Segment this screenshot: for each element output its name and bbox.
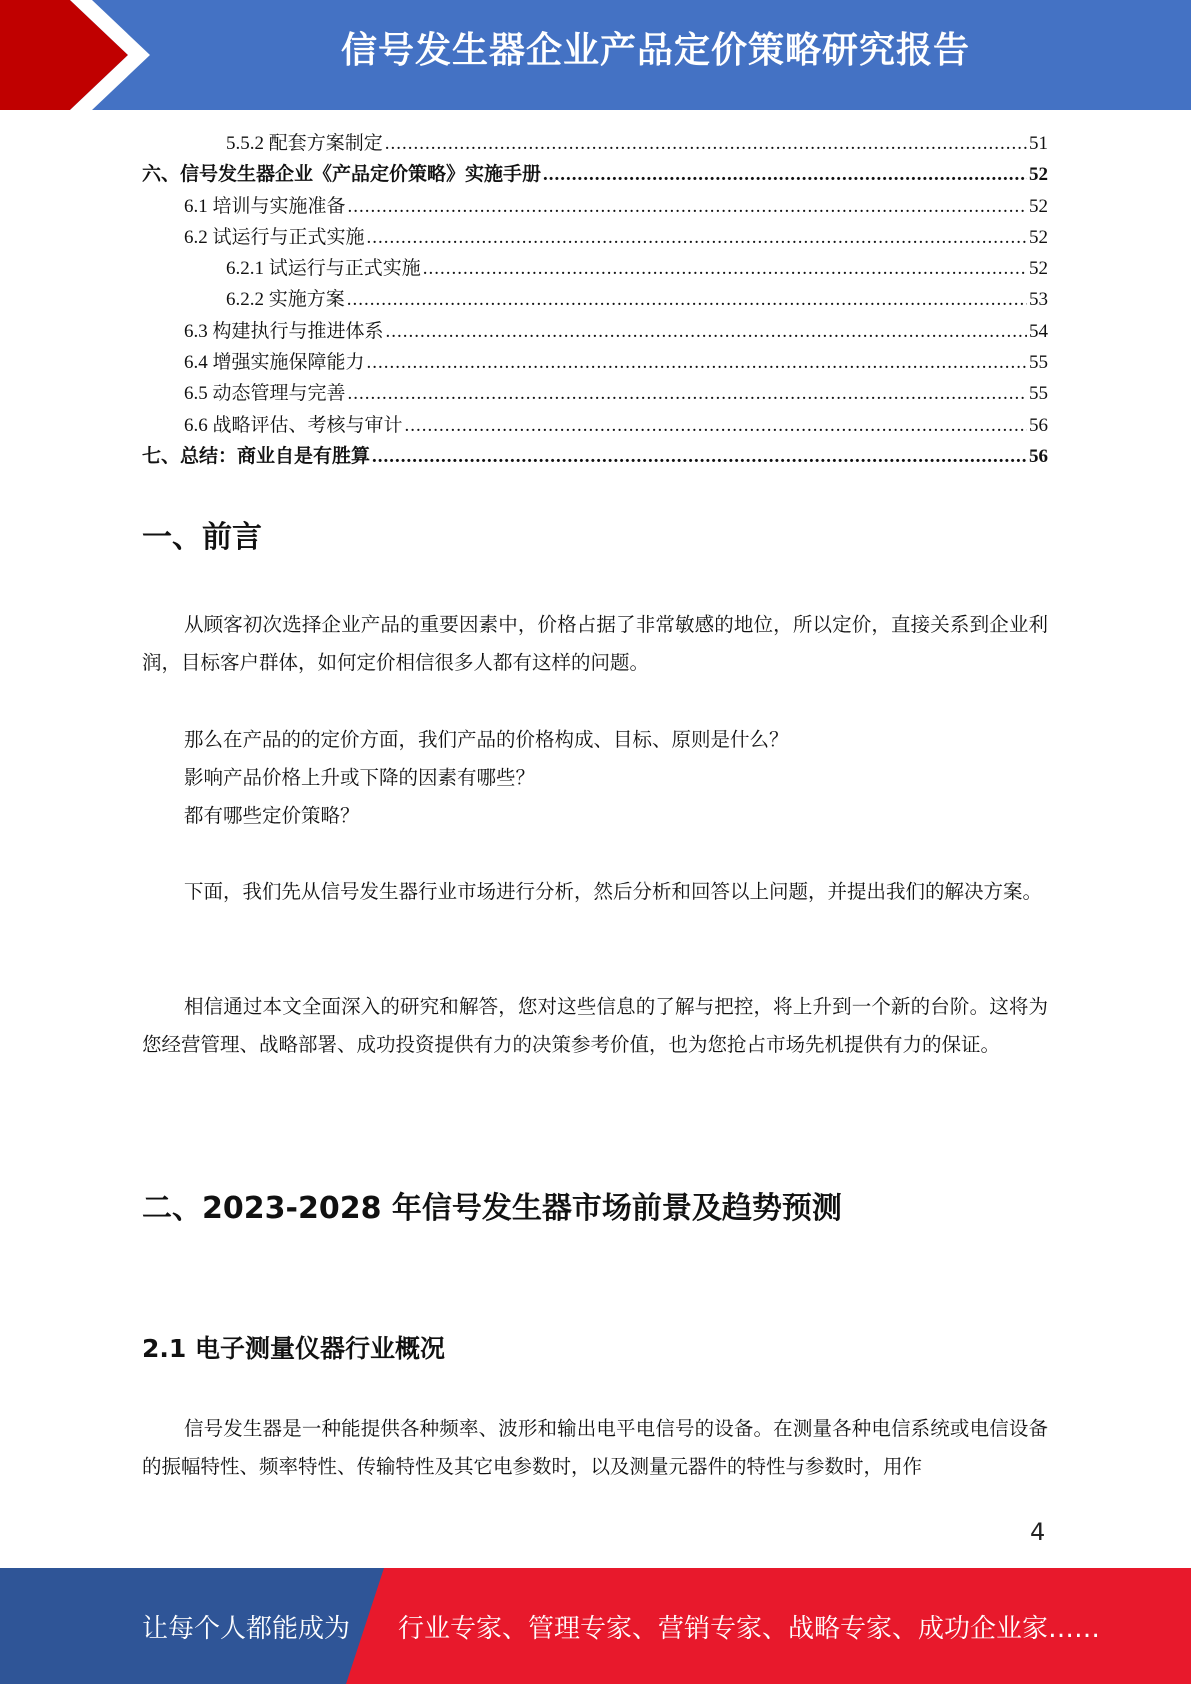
toc-entry[interactable]: [142, 347, 1048, 378]
toc-entry-label: 5.5.2 配套方案制定: [226, 133, 383, 154]
industry-paragraph-1: 信号发生器是一种能提供各种频率、波形和输出电平电信号的设备。在测量各种电信系统或电信设备的振幅特性、频率特性、传输特性及其它电参数时，以及测量元器件的特性与参数时，用作: [142, 1419, 1048, 1478]
toc-dot-leader: [405, 410, 1027, 441]
toc-entry-page: 52: [1029, 195, 1048, 217]
toc-entry[interactable]: [142, 378, 1048, 409]
toc-entry[interactable]: [142, 128, 1048, 159]
preface-paragraph-1: 从顾客初次选择企业产品的重要因素中，价格占据了非常敏感的地位，所以定价，直接关系到企业利润，目标客户群体，如何定价相信很多人都有这样的问题。: [142, 615, 1048, 674]
header-banner: [0, 0, 1191, 110]
toc-entry[interactable]: [142, 441, 1048, 472]
footer-slogan-right: 行业专家、管理专家、营销专家、战略专家、成功企业家……: [398, 1614, 1101, 1644]
toc-dot-leader: [367, 347, 1027, 378]
toc-entry[interactable]: [142, 253, 1048, 284]
toc-entry-page: 52: [1029, 226, 1048, 248]
toc-entry-label: 6.1 培训与实施准备: [184, 195, 346, 217]
section-heading-preface: 一、前言: [142, 520, 262, 555]
toc-entry-label: 6.2.2 实施方案: [226, 289, 345, 311]
question-line-2: 影响产品价格上升或下降的因素有哪些？: [184, 768, 536, 789]
toc-entry-page: 55: [1029, 352, 1048, 374]
toc-entry-page: 52: [1029, 258, 1048, 280]
toc-entry-label: 六、信号发生器企业《产品定价策略》实施手册: [142, 164, 542, 186]
page-number: 4: [1030, 1518, 1046, 1546]
footer-banner: [0, 1568, 1191, 1684]
toc-entry[interactable]: [142, 284, 1048, 315]
toc-entry-label: 6.4 增强实施保障能力: [184, 352, 365, 374]
toc-entry-label: 6.2 试运行与正式实施: [184, 226, 365, 248]
toc-entry-page: 52: [1029, 164, 1048, 186]
preface-paragraph-2: 下面，我们先从信号发生器行业市场进行分析，然后分析和回答以上问题，并提出我们的解决方案。: [184, 882, 1043, 903]
footer-slogan-left: 让每个人都能成为: [142, 1614, 351, 1644]
toc-entry-label: 6.3 构建执行与推进体系: [184, 320, 384, 342]
toc-dot-leader: [348, 378, 1027, 409]
table-of-contents: [142, 128, 1048, 472]
toc-entry-page: 56: [1029, 414, 1048, 436]
section-heading-market-forecast: 二、2023-2028 年信号发生器市场前景及趋势预测: [142, 1191, 842, 1226]
toc-entry[interactable]: [142, 191, 1048, 222]
toc-entry-page: 55: [1029, 383, 1048, 405]
toc-entry-label: 6.5 动态管理与完善: [184, 383, 346, 405]
toc-dot-leader: [347, 284, 1027, 315]
subsection-heading-industry-overview: 2.1 电子测量仪器行业概况: [142, 1334, 445, 1363]
toc-entry-label: 七、总结：商业自是有胜算: [142, 445, 371, 467]
toc-dot-leader: [386, 316, 1027, 347]
toc-entry-page: 51: [1029, 133, 1048, 154]
toc-entry-label: 6.2.1 试运行与正式实施: [226, 258, 421, 280]
toc-entry[interactable]: [142, 316, 1048, 347]
toc-dot-leader: [385, 128, 1027, 159]
toc-entry-page: 54: [1029, 320, 1048, 342]
toc-dot-leader: [348, 191, 1027, 222]
toc-dot-leader: [367, 222, 1027, 253]
toc-dot-leader: [543, 159, 1027, 190]
toc-dot-leader: [423, 253, 1027, 284]
toc-entry-page: 56: [1029, 445, 1048, 467]
toc-entry[interactable]: [142, 222, 1048, 253]
toc-dot-leader: [372, 441, 1027, 472]
report-title: 信号发生器企业产品定价策略研究报告: [340, 30, 970, 71]
question-line-3: 都有哪些定价策略？: [184, 806, 360, 827]
toc-entry-page: 53: [1029, 289, 1048, 311]
preface-paragraph-3: 相信通过本文全面深入的研究和解答，您对这些信息的了解与把控，将上升到一个新的台阶。这将为您经营管理、战略部署、成功投资提供有力的决策参考价值，也为您抢占市场先机提供有力的保证。: [142, 997, 1048, 1056]
toc-entry[interactable]: [142, 159, 1048, 190]
toc-entry-label: 6.6 战略评估、考核与审计: [184, 414, 403, 436]
question-line-1: 那么在产品的的定价方面，我们产品的价格构成、目标、原则是什么？: [184, 730, 789, 751]
toc-entry[interactable]: [142, 410, 1048, 441]
